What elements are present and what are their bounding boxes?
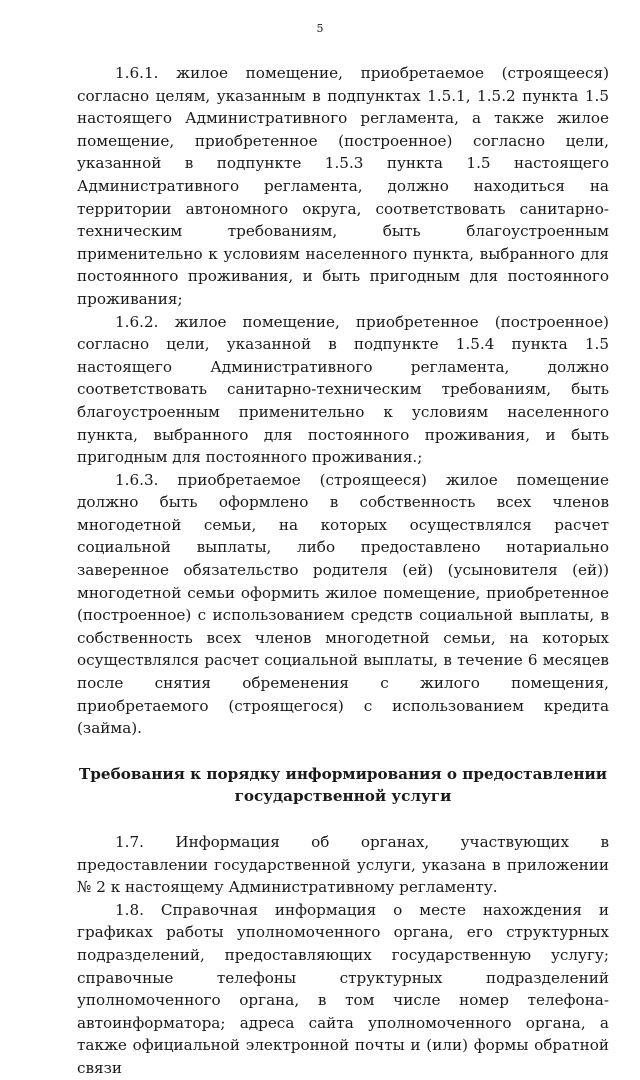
page-number: 5 xyxy=(316,22,324,35)
paragraph-1-6-2: 1.6.2. жилое помещение, приобретенное (построенное) согласно цели, указанной в подпункте 1.5.4 пункта 1.5 настоящего Административного регламента, должно соответствовать санитарно-техническим требованиям, быть благоустроенным применительно к условиям населенного пункта, выбранного для постоянного проживания, и быть пригодным для постоянного проживания.; xyxy=(77,312,609,467)
paragraph-1-8: 1.8. Справочная информация о месте нахождения и графиках работы уполномоченного органа, его структурных подразделений, предоставляющих государственную услугу; справочные телефоны структурных подразделений уполномоченного органа, в том числе номер телефона-автоинформатора; адреса сайта уполномоченного органа, а также официальной электронной почты и (или) формы обратной связи xyxy=(77,900,609,1077)
section-heading-line-2: государственной услуги xyxy=(234,787,452,806)
section-heading xyxy=(77,763,609,808)
paragraph-1-7: 1.7. Информация об органах, участвующих в предоставлении государственной услуги, указана в приложении № 2 к настоящему Административному регламенту. xyxy=(77,833,609,897)
paragraph-1-6-1: 1.6.1. жилое помещение, приобретаемое (строящееся) согласно целям, указанным в подпунктах 1.5.1, 1.5.2 пункта 1.5 настоящего Административного регламента, а также жилое помещение, приобретенное (построенное) согласно цели, указанной в подпункте 1.5.3 пункта 1.5 настоящего Административного регламента, должно находиться на территории автономного округа, соответствовать санитарно-техническим требованиям, быть благоустроенным применительно к условиям населенного пункта, выбранного для постоянного проживания, и быть пригодным для постоянного проживания; xyxy=(77,64,609,308)
paragraph-1-6-3: 1.6.3. приобретаемое (строящееся) жилое помещение должно быть оформлено в собственность всех членов многодетной семьи, на которых осуществлялся расчет социальной выплаты, либо предоставлено нотариально заверенное обязательство родителя (ей) (усыновителя (ей)) многодетной семьи оформить жилое помещение, приобретенное (построенное) с использованием средств социальной выплаты, в собственность всех членов многодетной семьи, на которых осуществлялся расчет социальной выплаты, в течение 6 месяцев после снятия обременения с жилого помещения, приобретаемого (строящегося) с использованием кредита (займа). xyxy=(77,470,609,738)
section-heading-line-1: Требования к порядку информирования о предоставлении xyxy=(78,764,608,783)
document-body xyxy=(77,62,609,1080)
